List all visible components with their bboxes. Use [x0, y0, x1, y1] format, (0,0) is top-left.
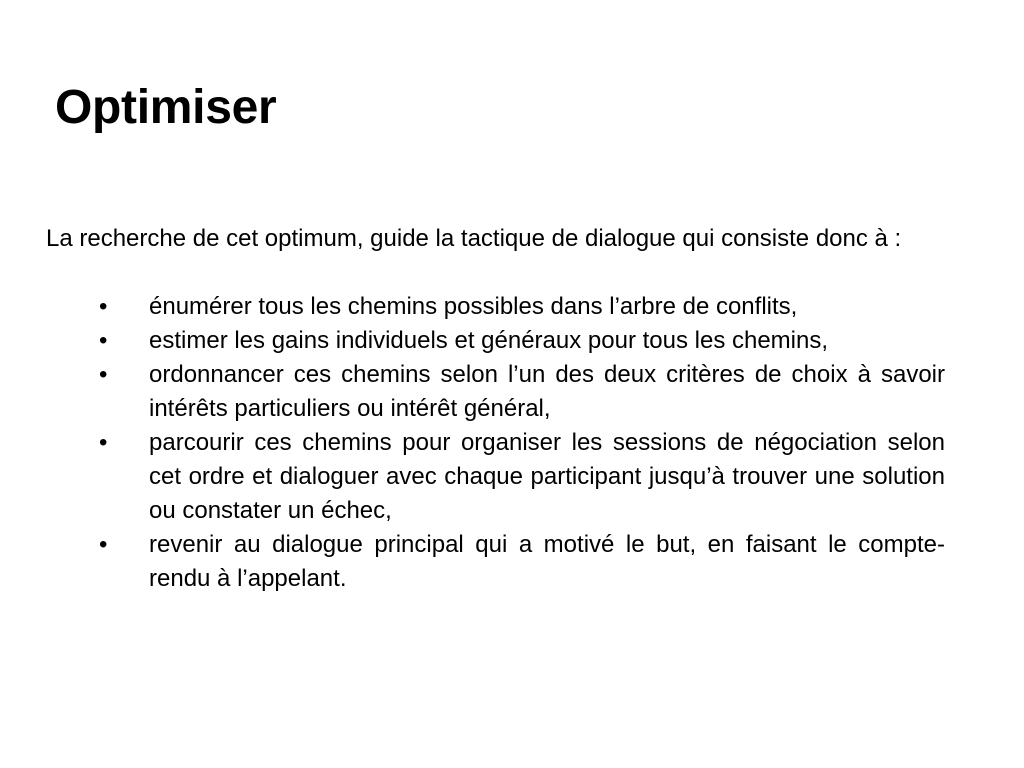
bullet-text: estimer les gains individuels et généraux pour tous les chemins, — [149, 327, 829, 354]
bullet-item — [46, 426, 945, 528]
bullet-text: ordonnancer ces chemins selon l’un des deux critères de choix à savoir intérêts particuliers ou intérêt général, — [149, 361, 945, 422]
bullet-text: énumérer tous les chemins possibles dans l’arbre de conflits, — [149, 293, 798, 320]
bullet-item — [46, 290, 945, 324]
slide-body — [46, 222, 945, 596]
bullet-icon: • — [99, 293, 108, 320]
bullet-icon: • — [99, 429, 108, 456]
bullet-text: revenir au dialogue principal qui a motivé le but, en faisant le compte-rendu à l’appelant. — [149, 531, 945, 592]
bullet-item — [46, 528, 945, 596]
bullet-item — [46, 358, 945, 426]
bullet-icon: • — [99, 361, 108, 388]
bullet-icon: • — [99, 531, 108, 558]
slide-title: Optimiser — [55, 81, 277, 134]
bullet-icon: • — [99, 327, 108, 354]
bullet-list — [46, 290, 945, 596]
bullet-item — [46, 324, 945, 358]
intro-paragraph: La recherche de cet optimum, guide la tactique de dialogue qui consiste donc à : — [46, 225, 902, 252]
bullet-text: parcourir ces chemins pour organiser les sessions de négociation selon cet ordre et dialoguer avec chaque participant jusqu’à trouver une solution ou constater un échec, — [149, 429, 945, 524]
